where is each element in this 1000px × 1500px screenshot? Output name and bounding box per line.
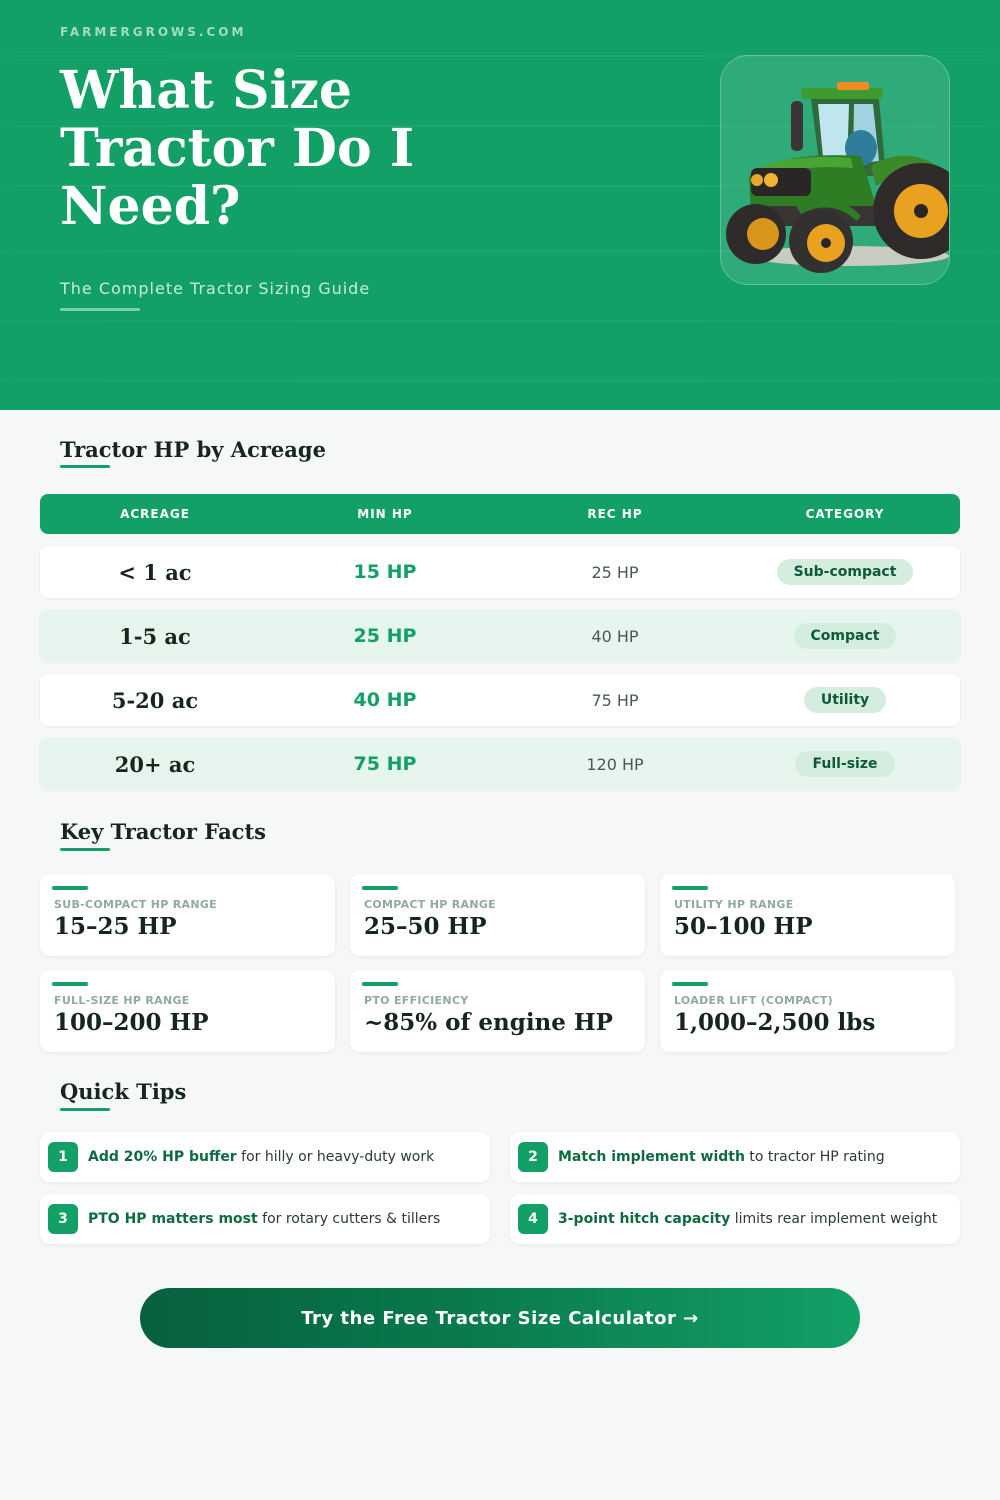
tip-highlight: PTO HP matters most (88, 1211, 258, 1227)
tip-number: 3 (48, 1204, 78, 1234)
min-hp-cell: 40 HP (353, 689, 417, 711)
fact-accent-bar (52, 886, 88, 890)
tip-card (510, 1194, 960, 1244)
fact-label: LOADER LIFT (COMPACT) (674, 994, 833, 1007)
fact-label: COMPACT HP RANGE (364, 898, 496, 911)
fact-accent-bar (52, 982, 88, 986)
page-title: What Size Tractor Do I Need? (60, 60, 415, 237)
category-badge: Compact (794, 623, 897, 649)
tip-text (88, 1211, 440, 1227)
category-badge: Utility (804, 687, 886, 713)
column-header-acreage: ACREAGE (120, 507, 190, 521)
column-header-category: CATEGORY (805, 507, 885, 521)
fact-card (660, 874, 955, 956)
tip-highlight: Match implement width (558, 1149, 745, 1165)
decorative-wave (0, 380, 1000, 382)
section-underline (60, 465, 110, 468)
category-badge: Full-size (795, 751, 894, 777)
fact-card (350, 874, 645, 956)
table-section-title: Tractor HP by Acreage (60, 437, 326, 462)
site-name: FARMERGROWS.COM (60, 25, 247, 39)
facts-section-title: Key Tractor Facts (60, 819, 266, 844)
fact-accent-bar (672, 886, 708, 890)
tip-card (510, 1132, 960, 1182)
min-hp-cell: 75 HP (353, 753, 417, 775)
rec-hp-cell: 40 HP (591, 626, 639, 646)
fact-accent-bar (362, 886, 398, 890)
table-row (40, 674, 960, 726)
fact-value: 15–25 HP (54, 913, 177, 940)
fact-value: 50–100 HP (674, 913, 813, 940)
table-row (40, 546, 960, 598)
tip-text (558, 1149, 885, 1165)
min-hp-cell: 15 HP (353, 561, 417, 583)
fact-card (40, 970, 335, 1052)
tip-rest: limits rear implement weight (730, 1211, 938, 1227)
tip-rest: for rotary cutters & tillers (257, 1211, 441, 1227)
tip-rest: for hilly or heavy-duty work (236, 1149, 435, 1165)
category-cell (730, 687, 960, 713)
fact-card (40, 874, 335, 956)
tip-text (88, 1149, 434, 1165)
category-badge: Sub-compact (777, 559, 914, 585)
tip-highlight: 3-point hitch capacity (558, 1211, 731, 1227)
category-cell (730, 751, 960, 777)
acreage-cell: 20+ ac (114, 751, 196, 777)
column-header-rec-hp: REC HP (587, 507, 643, 521)
tractor-icon (720, 55, 950, 285)
section-underline (60, 848, 110, 851)
fact-card (350, 970, 645, 1052)
tip-card (40, 1194, 490, 1244)
column-header-min-hp: MIN HP (357, 507, 413, 521)
rec-hp-cell: 75 HP (591, 690, 639, 710)
table-row (40, 738, 960, 790)
table-row (40, 610, 960, 662)
tip-text (558, 1211, 937, 1227)
fact-accent-bar (362, 982, 398, 986)
fact-value: 100–200 HP (54, 1009, 209, 1036)
decorative-wave (0, 320, 1000, 322)
fact-accent-bar (672, 982, 708, 986)
tip-rest: to tractor HP rating (744, 1149, 885, 1165)
category-cell (730, 559, 960, 585)
tip-number: 4 (518, 1204, 548, 1234)
fact-label: UTILITY HP RANGE (674, 898, 794, 911)
fact-value: 25–50 HP (364, 913, 487, 940)
acreage-cell: 1-5 ac (119, 623, 191, 649)
fact-label: PTO EFFICIENCY (364, 994, 469, 1007)
category-cell (730, 623, 960, 649)
table-header (40, 494, 960, 534)
tip-highlight: Add 20% HP buffer (88, 1149, 237, 1165)
fact-label: SUB-COMPACT HP RANGE (54, 898, 217, 911)
tips-section-title: Quick Tips (60, 1079, 187, 1104)
acreage-cell: 5-20 ac (111, 687, 199, 713)
section-underline (60, 1108, 110, 1111)
fact-card (660, 970, 955, 1052)
subtitle-underline (60, 308, 140, 311)
tip-card (40, 1132, 490, 1182)
hero-banner (0, 0, 1000, 410)
rec-hp-cell: 120 HP (586, 754, 644, 774)
tip-number: 2 (518, 1142, 548, 1172)
fact-label: FULL-SIZE HP RANGE (54, 994, 190, 1007)
page-subtitle: The Complete Tractor Sizing Guide (60, 279, 371, 298)
tip-number: 1 (48, 1142, 78, 1172)
acreage-cell: < 1 ac (118, 559, 192, 585)
rec-hp-cell: 25 HP (591, 562, 639, 582)
fact-value: 1,000–2,500 lbs (674, 1009, 876, 1036)
min-hp-cell: 25 HP (353, 625, 417, 647)
fact-value: ~85% of engine HP (364, 1009, 613, 1036)
calculator-cta-button[interactable]: Try the Free Tractor Size Calculator → (140, 1288, 860, 1348)
